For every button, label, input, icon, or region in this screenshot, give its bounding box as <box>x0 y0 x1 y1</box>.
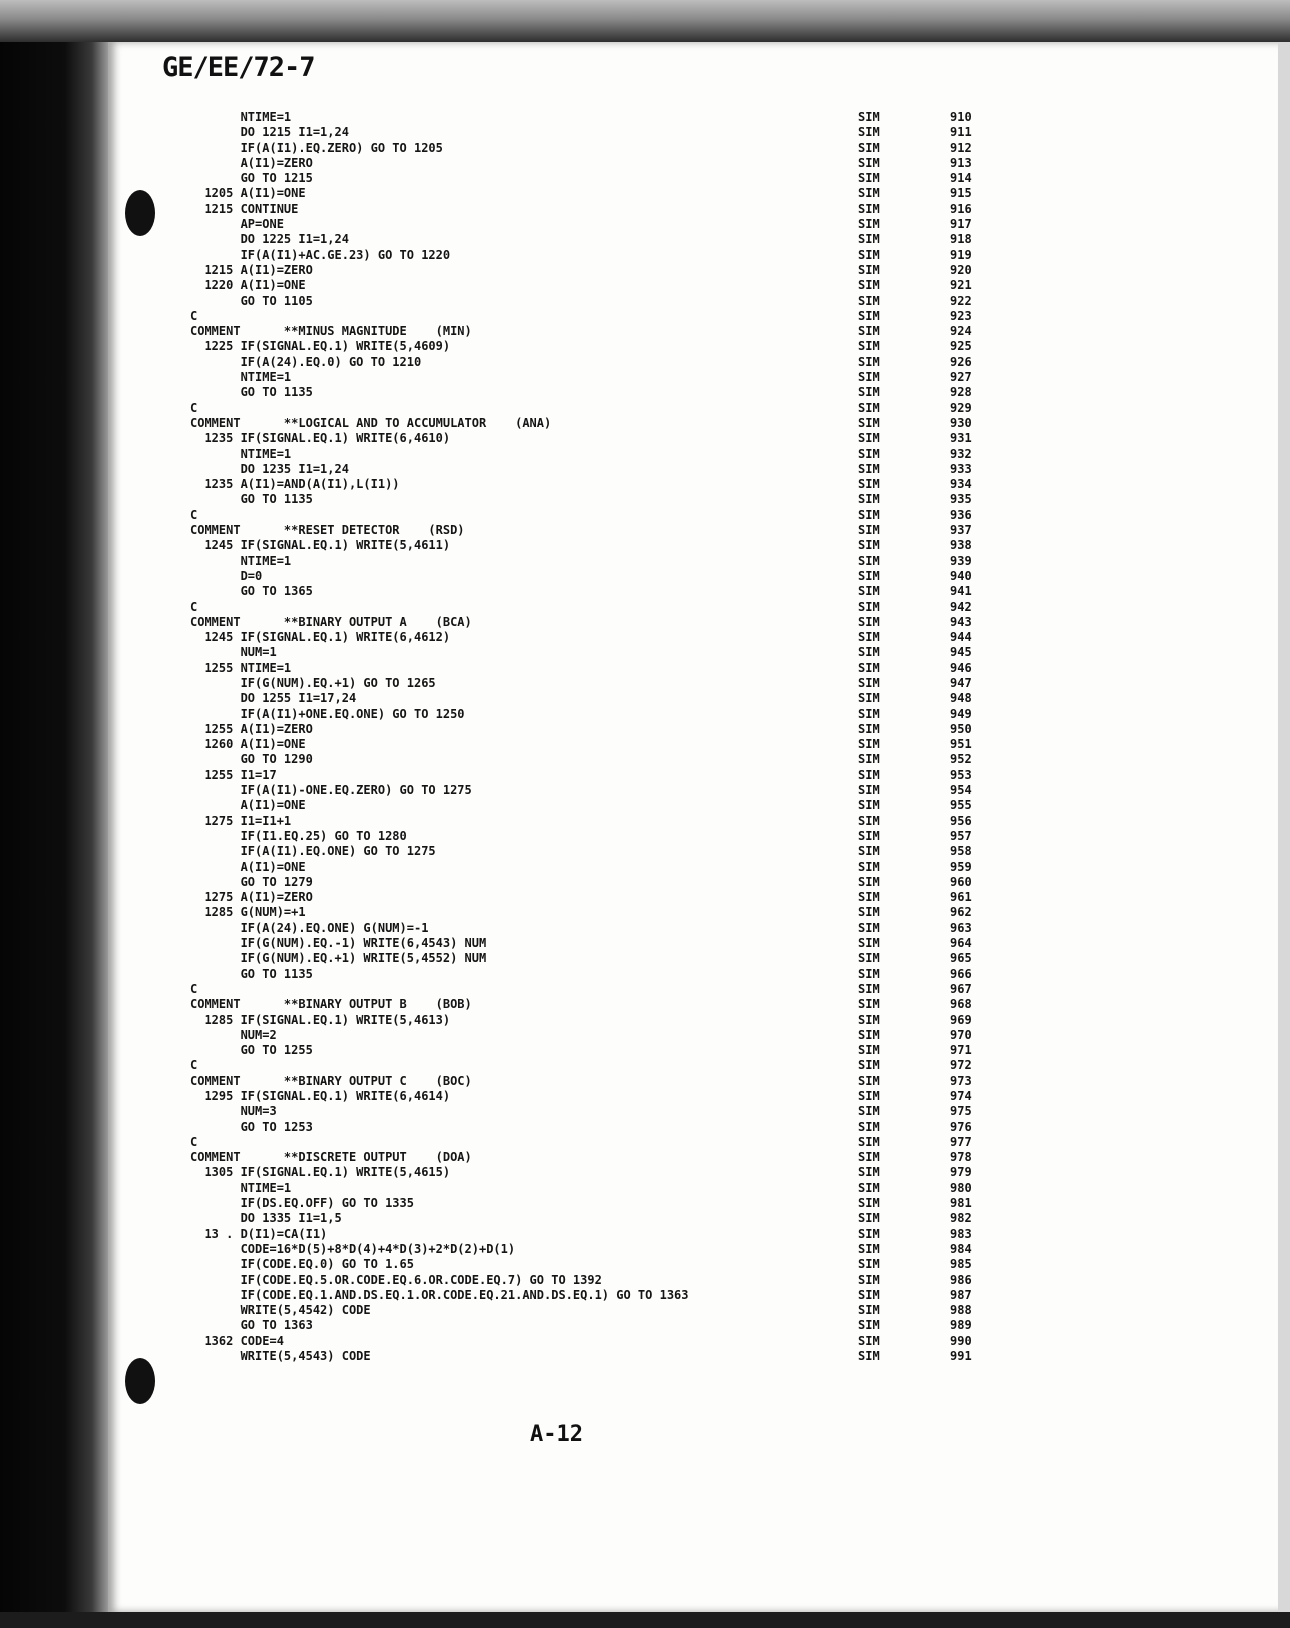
code-line: 1235 IF(SIGNAL.EQ.1) WRITE(6,4610) <box>190 431 451 446</box>
code-line: IF(DS.EQ.OFF) GO TO 1335 <box>190 1196 414 1211</box>
sequence-number: 959 <box>950 859 972 874</box>
sequence-number: 933 <box>950 461 972 476</box>
sequence-number: 973 <box>950 1073 972 1088</box>
sequence-number: 991 <box>950 1349 972 1364</box>
code-line: GO TO 1135 <box>190 385 313 400</box>
code-line: A(I1)=ZERO <box>190 155 313 170</box>
code-line: IF(CODE.EQ.0) GO TO 1.65 <box>190 1257 414 1272</box>
sequence-number: 962 <box>950 905 972 920</box>
sequence-label: SIM <box>858 584 880 599</box>
code-line: C <box>190 1134 198 1149</box>
sequence-number: 950 <box>950 721 972 736</box>
code-line: DO 1215 I1=1,24 <box>190 125 349 140</box>
sequence-number: 989 <box>950 1318 972 1333</box>
sequence-label: SIM <box>858 813 880 828</box>
sequence-number: 966 <box>950 966 972 981</box>
sequence-number: 983 <box>950 1226 972 1241</box>
page-edge <box>1278 42 1290 1612</box>
sequence-number: 934 <box>950 477 972 492</box>
code-line: WRITE(5,4543) CODE <box>190 1349 371 1364</box>
sequence-label: SIM <box>858 1241 880 1256</box>
sequence-label: SIM <box>858 1287 880 1302</box>
sequence-label: SIM <box>858 890 880 905</box>
code-line: 1295 IF(SIGNAL.EQ.1) WRITE(6,4614) <box>190 1089 451 1103</box>
sequence-number: 968 <box>950 997 972 1012</box>
code-line: IF(A(I1).EQ.ZERO) GO TO 1205 <box>190 140 443 155</box>
sequence-number: 979 <box>950 1165 972 1180</box>
sequence-label: SIM <box>858 1318 880 1333</box>
sequence-label: SIM <box>858 446 880 461</box>
sequence-label: SIM <box>858 308 880 323</box>
code-line: GO TO 1135 <box>190 492 313 507</box>
code-line: GO TO 1365 <box>190 584 313 599</box>
code-line: DO 1235 I1=1,24 <box>190 461 349 476</box>
sequence-number: 938 <box>950 538 972 553</box>
code-line: IF(A(24).EQ.0) GO TO 1210 <box>190 354 422 369</box>
code-line: 1255 I1=17 <box>190 767 277 782</box>
sequence-label: SIM <box>858 783 880 798</box>
sequence-number: 930 <box>950 415 972 430</box>
sequence-label: SIM <box>858 1196 880 1211</box>
code-line: 1305 IF(SIGNAL.EQ.1) WRITE(5,4615) <box>190 1165 451 1180</box>
code-line: IF(A(I1)-ONE.EQ.ZERO) GO TO 1275 <box>190 783 472 798</box>
sequence-number: 958 <box>950 844 972 859</box>
code-line: CODE=16*D(5)+8*D(4)+4*D(3)+2*D(2)+D(1) <box>190 1241 516 1256</box>
code-line: A(I1)=ONE <box>190 859 306 874</box>
sequence-number: 915 <box>950 186 972 201</box>
document-header: GE/EE/72-7 <box>162 52 315 83</box>
sequence-number: 946 <box>950 660 972 675</box>
sequence-label: SIM <box>858 1226 880 1241</box>
sequence-label: SIM <box>858 140 880 155</box>
code-line: NTIME=1 <box>190 446 292 461</box>
sequence-label: SIM <box>858 155 880 170</box>
sequence-label: SIM <box>858 997 880 1012</box>
sequence-number: 920 <box>950 262 972 277</box>
code-line: IF(CODE.EQ.1.AND.DS.EQ.1.OR.CODE.EQ.21.AND.DS.EQ.1) GO TO 1363 <box>190 1287 689 1302</box>
sequence-label: SIM <box>858 431 880 446</box>
sequence-label: SIM <box>858 278 880 293</box>
sequence-number: 977 <box>950 1134 972 1149</box>
sequence-number: 916 <box>950 201 972 216</box>
sequence-label: SIM <box>858 752 880 767</box>
code-line: C <box>190 308 198 323</box>
sequence-label: SIM <box>858 936 880 951</box>
sequence-number: 960 <box>950 874 972 889</box>
scan-border-top <box>0 0 1290 42</box>
sequence-number: 932 <box>950 446 972 461</box>
punch-hole-bottom <box>125 1358 155 1404</box>
sequence-number: 914 <box>950 171 972 186</box>
sequence-number: 947 <box>950 675 972 690</box>
code-line: 13 . D(I1)=CA(I1) <box>190 1226 328 1241</box>
sequence-label: SIM <box>858 798 880 813</box>
sequence-label: SIM <box>858 1272 880 1287</box>
code-line: IF(A(24).EQ.ONE) G(NUM)=-1 <box>190 920 429 935</box>
sequence-number: 921 <box>950 278 972 293</box>
code-line: 1215 CONTINUE <box>190 201 299 216</box>
code-line: IF(A(I1)+AC.GE.23) GO TO 1220 <box>190 247 451 262</box>
sequence-label: SIM <box>858 232 880 247</box>
code-line: C <box>190 981 198 996</box>
sequence-number: 924 <box>950 324 972 339</box>
code-line: 1285 G(NUM)=+1 <box>190 905 306 920</box>
sequence-label: SIM <box>858 538 880 553</box>
sequence-label: SIM <box>858 1089 880 1103</box>
sequence-number: 923 <box>950 308 972 323</box>
sequence-label: SIM <box>858 691 880 706</box>
code-line: COMMENT **BINARY OUTPUT A (BCA) <box>190 614 472 629</box>
sequence-number: 980 <box>950 1180 972 1195</box>
code-line: COMMENT **DISCRETE OUTPUT (DOA) <box>190 1150 472 1165</box>
sequence-number: 967 <box>950 981 972 996</box>
sequence-number: 976 <box>950 1119 972 1134</box>
code-line: A(I1)=ONE <box>190 798 306 813</box>
sequence-label: SIM <box>858 675 880 690</box>
sequence-number: 953 <box>950 767 972 782</box>
sequence-number: 971 <box>950 1043 972 1058</box>
code-line: COMMENT **BINARY OUTPUT B (BOB) <box>190 997 472 1012</box>
sequence-label: SIM <box>858 370 880 385</box>
code-line: 1245 IF(SIGNAL.EQ.1) WRITE(5,4611) <box>190 538 451 553</box>
code-line: 1255 A(I1)=ZERO <box>190 721 313 736</box>
sequence-number: 935 <box>950 492 972 507</box>
sequence-label: SIM <box>858 966 880 981</box>
sequence-label: SIM <box>858 905 880 920</box>
sequence-label: SIM <box>858 523 880 538</box>
sequence-number: 936 <box>950 507 972 522</box>
sequence-label: SIM <box>858 1333 880 1348</box>
sequence-number: 910 <box>950 110 972 124</box>
code-line: 1220 A(I1)=ONE <box>190 278 306 293</box>
sequence-label: SIM <box>858 293 880 308</box>
scan-border-bottom <box>0 1612 1290 1628</box>
sequence-label: SIM <box>858 981 880 996</box>
sequence-label: SIM <box>858 1134 880 1149</box>
code-line: WRITE(5,4542) CODE <box>190 1303 371 1318</box>
sequence-number: 978 <box>950 1150 972 1165</box>
code-line: GO TO 1135 <box>190 966 313 981</box>
code-line: 1245 IF(SIGNAL.EQ.1) WRITE(6,4612) <box>190 630 451 645</box>
sequence-number: 913 <box>950 155 972 170</box>
sequence-number: 927 <box>950 370 972 385</box>
sequence-number: 981 <box>950 1196 972 1211</box>
code-line: DO 1225 I1=1,24 <box>190 232 349 247</box>
sequence-label: SIM <box>858 1180 880 1195</box>
sequence-label: SIM <box>858 599 880 614</box>
sequence-label: SIM <box>858 110 880 124</box>
code-line: 1362 CODE=4 <box>190 1333 284 1348</box>
sequence-number: 937 <box>950 523 972 538</box>
sequence-label: SIM <box>858 859 880 874</box>
code-line: DO 1335 I1=1,5 <box>190 1211 342 1226</box>
sequence-label: SIM <box>858 1043 880 1058</box>
sequence-label: SIM <box>858 507 880 522</box>
sequence-number: 931 <box>950 431 972 446</box>
sequence-label: SIM <box>858 171 880 186</box>
sequence-label: SIM <box>858 1012 880 1027</box>
sequence-number: 922 <box>950 293 972 308</box>
sequence-label: SIM <box>858 553 880 568</box>
sequence-label: SIM <box>858 721 880 736</box>
sequence-number: 990 <box>950 1333 972 1348</box>
scan-border-left <box>0 0 108 1628</box>
sequence-number: 951 <box>950 737 972 752</box>
code-line: 1285 IF(SIGNAL.EQ.1) WRITE(5,4613) <box>190 1012 451 1027</box>
sequence-label: SIM <box>858 614 880 629</box>
sequence-label: SIM <box>858 217 880 232</box>
sequence-label: SIM <box>858 645 880 660</box>
code-line: NTIME=1 <box>190 553 292 568</box>
sequence-number: 945 <box>950 645 972 660</box>
code-line: NUM=3 <box>190 1104 277 1119</box>
sequence-number: 926 <box>950 354 972 369</box>
code-line: COMMENT **BINARY OUTPUT C (BOC) <box>190 1073 472 1088</box>
sequence-label: SIM <box>858 262 880 277</box>
sequence-label: SIM <box>858 1257 880 1272</box>
sequence-label: SIM <box>858 660 880 675</box>
sequence-number: 944 <box>950 630 972 645</box>
code-line: IF(A(I1).EQ.ONE) GO TO 1275 <box>190 844 436 859</box>
sequence-number: 941 <box>950 584 972 599</box>
code-line: D=0 <box>190 568 263 583</box>
sequence-label: SIM <box>858 1058 880 1073</box>
code-line: 1255 NTIME=1 <box>190 660 292 675</box>
sequence-label: SIM <box>858 767 880 782</box>
sequence-number: 972 <box>950 1058 972 1073</box>
code-line: IF(A(I1)+ONE.EQ.ONE) GO TO 1250 <box>190 706 465 721</box>
sequence-number: 985 <box>950 1257 972 1272</box>
code-line: GO TO 1105 <box>190 293 313 308</box>
sequence-number: 940 <box>950 568 972 583</box>
punch-hole-top <box>125 190 155 236</box>
sequence-number: 918 <box>950 232 972 247</box>
code-line: AP=ONE <box>190 217 284 232</box>
code-line: NUM=1 <box>190 645 277 660</box>
sequence-label: SIM <box>858 828 880 843</box>
sequence-label: SIM <box>858 568 880 583</box>
sequence-label: SIM <box>858 400 880 415</box>
sequence-number: 986 <box>950 1272 972 1287</box>
sequence-label: SIM <box>858 415 880 430</box>
sequence-label: SIM <box>858 1104 880 1119</box>
sequence-label: SIM <box>858 1349 880 1364</box>
sequence-number: 963 <box>950 920 972 935</box>
sequence-number: 917 <box>950 217 972 232</box>
sequence-label-column <box>858 110 880 1364</box>
sequence-number: 952 <box>950 752 972 767</box>
sequence-number: 928 <box>950 385 972 400</box>
sequence-label: SIM <box>858 630 880 645</box>
sequence-number-column <box>950 110 972 1364</box>
sequence-label: SIM <box>858 1165 880 1180</box>
code-line: COMMENT **MINUS MAGNITUDE (MIN) <box>190 324 472 339</box>
sequence-label: SIM <box>858 385 880 400</box>
sequence-label: SIM <box>858 1027 880 1042</box>
sequence-label: SIM <box>858 951 880 966</box>
sequence-number: 984 <box>950 1241 972 1256</box>
sequence-number: 929 <box>950 400 972 415</box>
sequence-number: 949 <box>950 706 972 721</box>
sequence-number: 955 <box>950 798 972 813</box>
sequence-label: SIM <box>858 1119 880 1134</box>
code-line: 1235 A(I1)=AND(A(I1),L(I1)) <box>190 477 400 492</box>
code-line: C <box>190 599 198 614</box>
sequence-number: 961 <box>950 890 972 905</box>
code-line: NUM=2 <box>190 1027 277 1042</box>
sequence-number: 988 <box>950 1303 972 1318</box>
sequence-number: 956 <box>950 813 972 828</box>
sequence-label: SIM <box>858 125 880 140</box>
code-line: IF(G(NUM).EQ.+1) WRITE(5,4552) NUM <box>190 951 487 966</box>
sequence-number: 911 <box>950 125 972 140</box>
code-line: NTIME=1 <box>190 110 292 124</box>
sequence-number: 942 <box>950 599 972 614</box>
sequence-number: 969 <box>950 1012 972 1027</box>
sequence-label: SIM <box>858 920 880 935</box>
sequence-number: 943 <box>950 614 972 629</box>
sequence-label: SIM <box>858 201 880 216</box>
page-number: A-12 <box>530 1422 583 1447</box>
sequence-label: SIM <box>858 737 880 752</box>
code-line: C <box>190 400 198 415</box>
sequence-number: 970 <box>950 1027 972 1042</box>
code-line: C <box>190 507 198 522</box>
code-line: IF(G(NUM).EQ.-1) WRITE(6,4543) NUM <box>190 936 487 951</box>
code-line: NTIME=1 <box>190 370 292 385</box>
code-line: C <box>190 1058 198 1073</box>
sequence-label: SIM <box>858 844 880 859</box>
sequence-number: 925 <box>950 339 972 354</box>
code-line: 1275 A(I1)=ZERO <box>190 890 313 905</box>
sequence-number: 939 <box>950 553 972 568</box>
code-line: 1225 IF(SIGNAL.EQ.1) WRITE(5,4609) <box>190 339 451 354</box>
sequence-label: SIM <box>858 706 880 721</box>
sequence-number: 987 <box>950 1287 972 1302</box>
code-line: DO 1255 I1=17,24 <box>190 691 357 706</box>
sequence-label: SIM <box>858 492 880 507</box>
code-listing <box>190 110 689 1364</box>
code-line: 1275 I1=I1+1 <box>190 813 292 828</box>
code-line: IF(I1.EQ.25) GO TO 1280 <box>190 828 407 843</box>
sequence-label: SIM <box>858 1073 880 1088</box>
sequence-number: 975 <box>950 1104 972 1119</box>
sequence-number: 957 <box>950 828 972 843</box>
code-line: GO TO 1290 <box>190 752 313 767</box>
sequence-number: 965 <box>950 951 972 966</box>
code-line: IF(CODE.EQ.5.OR.CODE.EQ.6.OR.CODE.EQ.7) GO TO 1392 <box>190 1272 602 1287</box>
sequence-label: SIM <box>858 324 880 339</box>
sequence-label: SIM <box>858 186 880 201</box>
code-line: 1260 A(I1)=ONE <box>190 737 306 752</box>
sequence-label: SIM <box>858 477 880 492</box>
code-line: GO TO 1255 <box>190 1043 313 1058</box>
sequence-number: 974 <box>950 1089 972 1103</box>
code-line: GO TO 1279 <box>190 874 313 889</box>
code-line: IF(G(NUM).EQ.+1) GO TO 1265 <box>190 675 436 690</box>
sequence-label: SIM <box>858 339 880 354</box>
sequence-label: SIM <box>858 461 880 476</box>
sequence-label: SIM <box>858 874 880 889</box>
sequence-label: SIM <box>858 247 880 262</box>
code-line: NTIME=1 <box>190 1180 292 1195</box>
sequence-number: 919 <box>950 247 972 262</box>
code-line: COMMENT **LOGICAL AND TO ACCUMULATOR (ANA) <box>190 415 552 430</box>
sequence-label: SIM <box>858 1303 880 1318</box>
sequence-number: 912 <box>950 140 972 155</box>
code-line: GO TO 1253 <box>190 1119 313 1134</box>
code-line: GO TO 1215 <box>190 171 313 186</box>
code-line: 1215 A(I1)=ZERO <box>190 262 313 277</box>
sequence-number: 982 <box>950 1211 972 1226</box>
sequence-label: SIM <box>858 1150 880 1165</box>
sequence-number: 948 <box>950 691 972 706</box>
code-line: 1205 A(I1)=ONE <box>190 186 306 201</box>
sequence-number: 964 <box>950 936 972 951</box>
sequence-number: 954 <box>950 783 972 798</box>
code-line: COMMENT **RESET DETECTOR (RSD) <box>190 523 465 538</box>
sequence-label: SIM <box>858 1211 880 1226</box>
sequence-label: SIM <box>858 354 880 369</box>
code-line: GO TO 1363 <box>190 1318 313 1333</box>
